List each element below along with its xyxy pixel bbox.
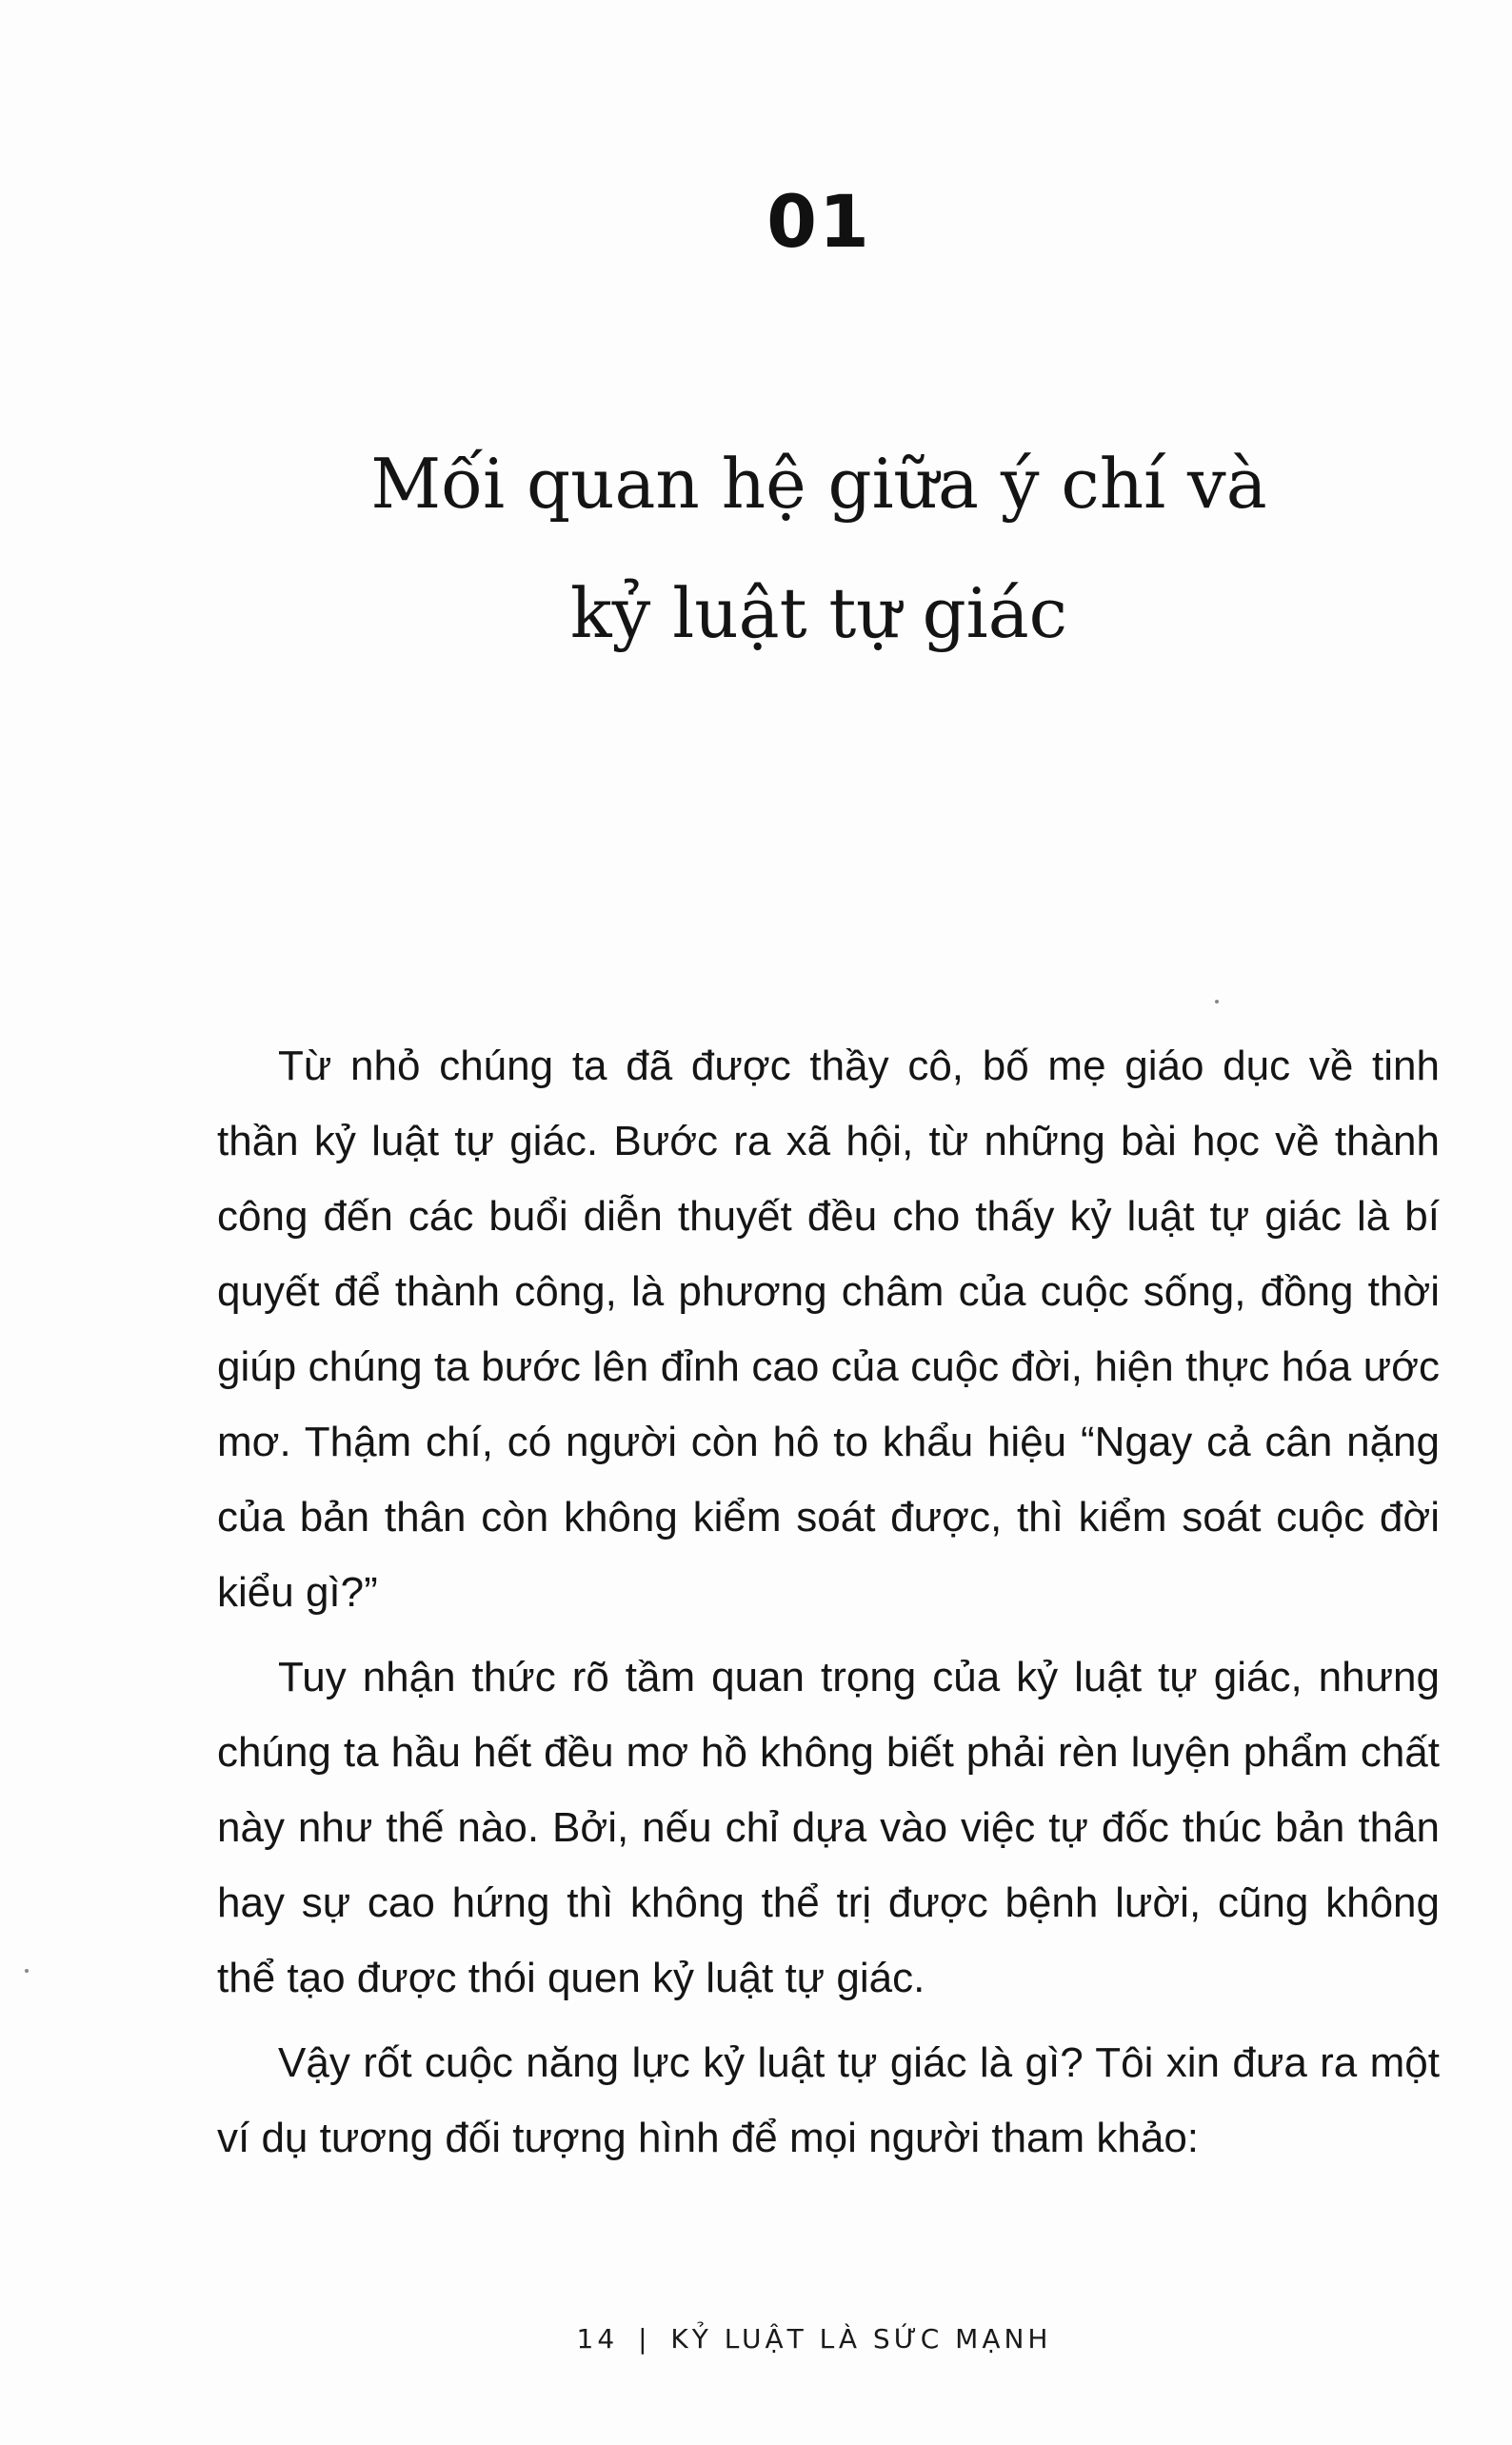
page-number: 14 <box>576 2323 619 2355</box>
scan-speck <box>1215 1000 1219 1004</box>
paragraph-3: Vậy rốt cuộc năng lực kỷ luật tự giác là gì? Tôi xin đưa ra một ví dụ tương đối tượng hình để mọi người tham khảo: <box>217 2039 1440 2161</box>
paragraph-1: Từ nhỏ chúng ta đã được thầy cô, bố mẹ giáo dục về tinh thần kỷ luật tự giác. Bước ra xã hội, từ những bài học về thành công đến các buổi diễn thuyết đều cho thấy kỷ luật tự giác là bí quyết để thành công, là phương châm của cuộc sống, đồng thời giúp chúng ta bước lên đỉnh cao của cuộc đời, hiện thực hóa ước mơ. Thậm chí, có người còn hô to khẩu hiệu “Ngay cả cân nặng của bản thân còn không kiểm soát được, thì kiểm soát cuộc đời kiểu gì?” <box>217 1043 1440 1616</box>
chapter-number: 01 <box>766 179 871 264</box>
book-title: KỶ LUẬT LÀ SỨC MẠNH <box>670 2323 1052 2355</box>
chapter-title-line-2: kỷ luật tự giác <box>570 573 1067 653</box>
paragraph-2: Tuy nhận thức rõ tầm quan trọng của kỷ luật tự giác, nhưng chúng ta hầu hết đều mơ hồ không biết phải rèn luyện phẩm chất này như thế nào. Bởi, nếu chỉ dựa vào việc tự đốc thúc bản thân hay sự cao hứng thì không thể trị được bệnh lười, cũng không thể tạo được thói quen kỷ luật tự giác. <box>217 1654 1440 2001</box>
chapter-title <box>286 419 1352 678</box>
running-footer <box>0 2323 1512 2355</box>
scan-speck <box>25 1969 29 1973</box>
footer-separator: | <box>638 2323 651 2355</box>
chapter-title-line-1: Mối quan hệ giữa ý chí và <box>370 444 1267 524</box>
chapter-body <box>217 1028 1440 2185</box>
